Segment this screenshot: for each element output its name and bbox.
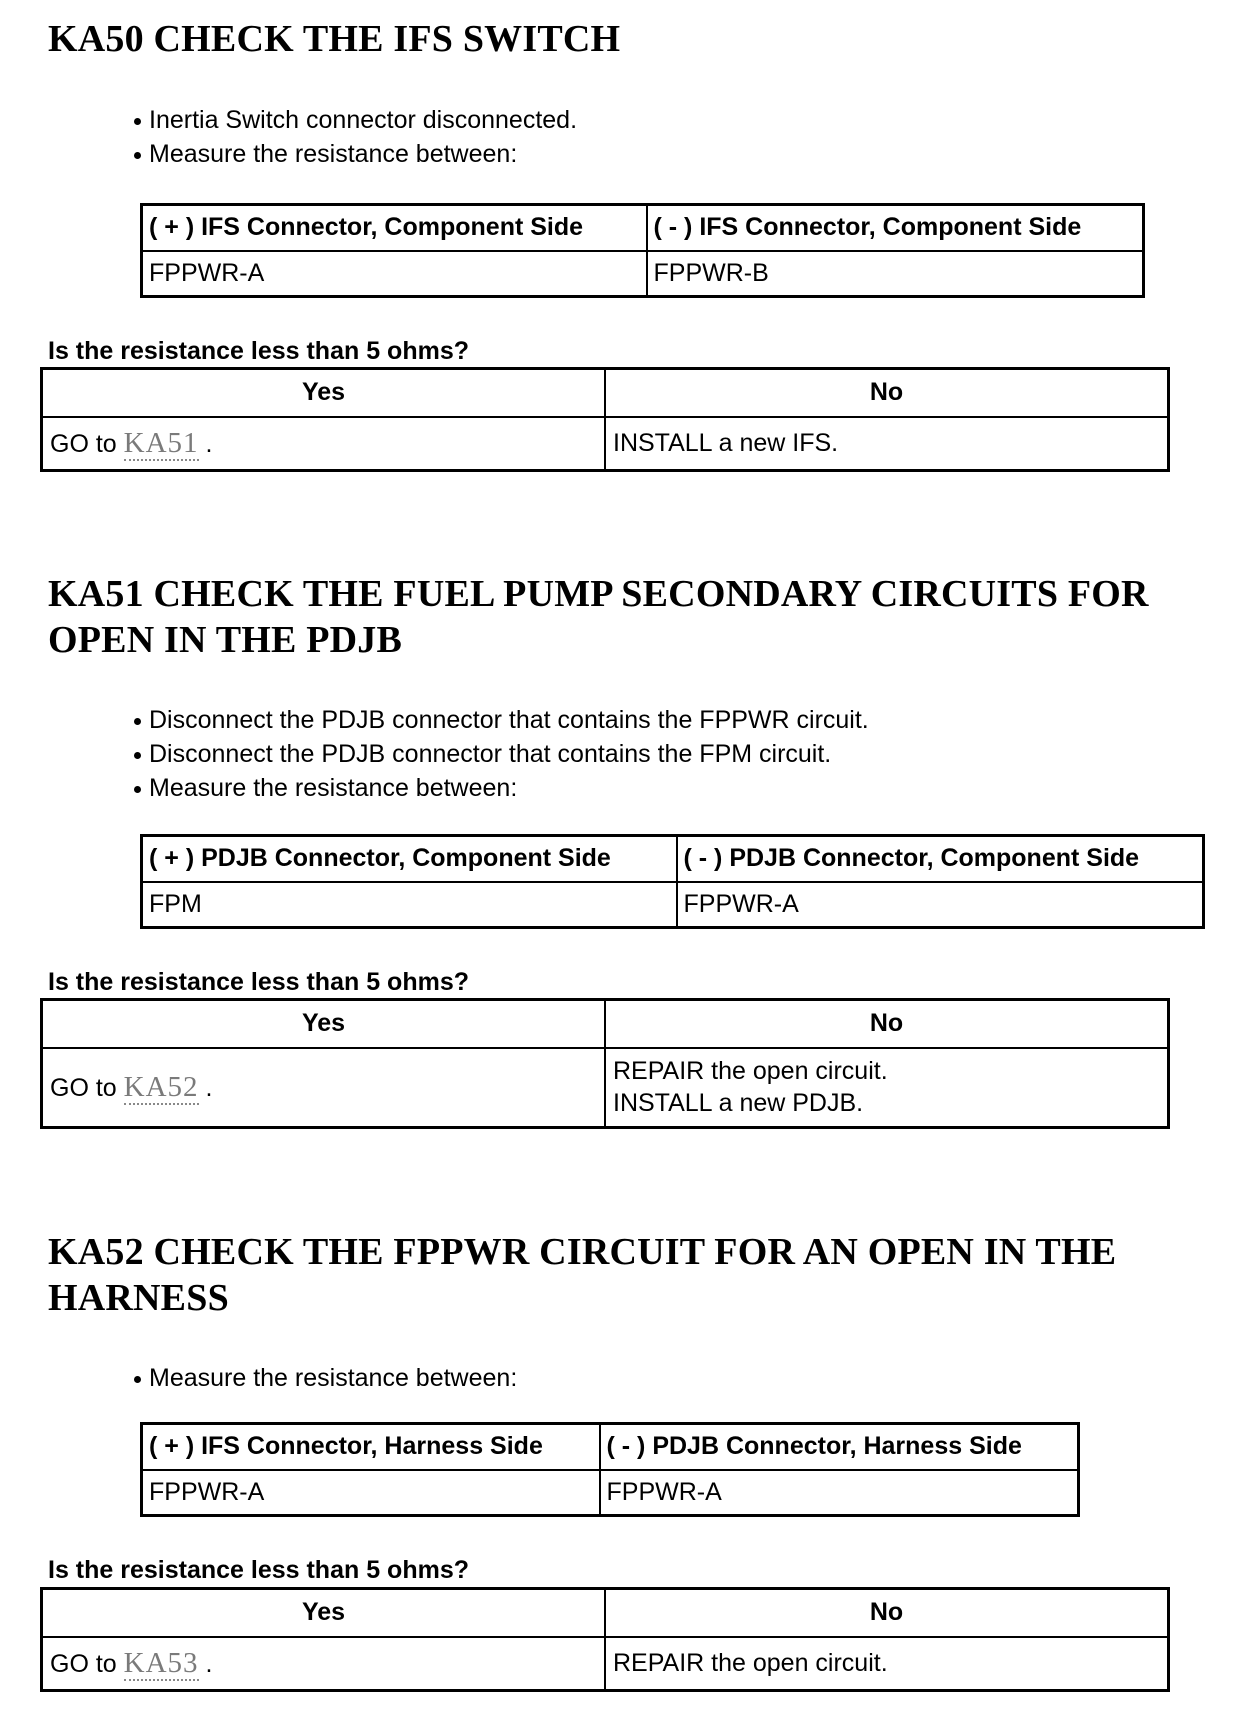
go-to-ka52-link[interactable]: KA52 bbox=[123, 1070, 199, 1103]
no-action: INSTALL a new IFS. bbox=[605, 417, 1169, 471]
instruction-list bbox=[132, 703, 869, 805]
no-action: REPAIR the open circuit. bbox=[605, 1637, 1169, 1691]
yes-action bbox=[42, 417, 606, 471]
instruction-item: Measure the resistance between: bbox=[132, 137, 577, 171]
go-to-ka51-link[interactable]: KA51 bbox=[123, 426, 199, 459]
instruction-item: Disconnect the PDJB connector that contains the FPM circuit. bbox=[132, 737, 869, 771]
negative-probe-header: ( - ) PDJB Connector, Component Side bbox=[677, 836, 1204, 882]
instruction-item: Measure the resistance between: bbox=[132, 1361, 517, 1395]
go-to-ka53-link[interactable]: KA53 bbox=[123, 1646, 199, 1679]
yes-suffix: . bbox=[205, 1073, 213, 1102]
positive-probe-pin: FPPWR-A bbox=[142, 251, 647, 297]
decision-table bbox=[40, 1587, 1170, 1692]
positive-probe-header: ( + ) IFS Connector, Component Side bbox=[142, 205, 647, 251]
yes-header: Yes bbox=[42, 1589, 606, 1637]
measurement-table bbox=[140, 1422, 1080, 1517]
step-title: KA52 CHECK THE FPPWR CIRCUIT FOR AN OPEN IN THE HARNESS bbox=[48, 1231, 1117, 1319]
negative-probe-pin: FPPWR-A bbox=[600, 1470, 1079, 1516]
yes-suffix: . bbox=[205, 1649, 213, 1678]
yes-header: Yes bbox=[42, 1000, 606, 1048]
instruction-list bbox=[132, 1361, 517, 1395]
step-title: KA51 CHECK THE FUEL PUMP SECONDARY CIRCUITS FOR OPEN IN THE PDJB bbox=[48, 573, 1149, 661]
no-header: No bbox=[605, 369, 1169, 417]
yes-prefix: GO to bbox=[50, 429, 117, 458]
yes-prefix: GO to bbox=[50, 1073, 117, 1102]
no-header: No bbox=[605, 1000, 1169, 1048]
question: Is the resistance less than 5 ohms? bbox=[48, 1556, 469, 1584]
positive-probe-header: ( + ) IFS Connector, Harness Side bbox=[142, 1424, 600, 1470]
negative-probe-pin: FPPWR-B bbox=[647, 251, 1144, 297]
step-title: KA50 CHECK THE IFS SWITCH bbox=[48, 18, 621, 60]
negative-probe-header: ( - ) PDJB Connector, Harness Side bbox=[600, 1424, 1079, 1470]
instruction-list bbox=[132, 103, 577, 171]
instruction-item: Inertia Switch connector disconnected. bbox=[132, 103, 577, 137]
yes-prefix: GO to bbox=[50, 1649, 117, 1678]
measurement-table bbox=[140, 834, 1205, 929]
no-action: REPAIR the open circuit. INSTALL a new PDJB. bbox=[605, 1048, 1169, 1128]
positive-probe-pin: FPM bbox=[142, 882, 677, 928]
yes-action bbox=[42, 1637, 606, 1691]
positive-probe-header: ( + ) PDJB Connector, Component Side bbox=[142, 836, 677, 882]
instruction-item: Disconnect the PDJB connector that contains the FPPWR circuit. bbox=[132, 703, 869, 737]
no-header: No bbox=[605, 1589, 1169, 1637]
decision-table bbox=[40, 998, 1170, 1129]
instruction-item: Measure the resistance between: bbox=[132, 771, 869, 805]
decision-table bbox=[40, 367, 1170, 472]
negative-probe-header: ( - ) IFS Connector, Component Side bbox=[647, 205, 1144, 251]
measurement-table bbox=[140, 203, 1145, 298]
yes-action bbox=[42, 1048, 606, 1128]
positive-probe-pin: FPPWR-A bbox=[142, 1470, 600, 1516]
negative-probe-pin: FPPWR-A bbox=[677, 882, 1204, 928]
yes-header: Yes bbox=[42, 369, 606, 417]
yes-suffix: . bbox=[205, 429, 213, 458]
question: Is the resistance less than 5 ohms? bbox=[48, 968, 469, 996]
question: Is the resistance less than 5 ohms? bbox=[48, 337, 469, 365]
